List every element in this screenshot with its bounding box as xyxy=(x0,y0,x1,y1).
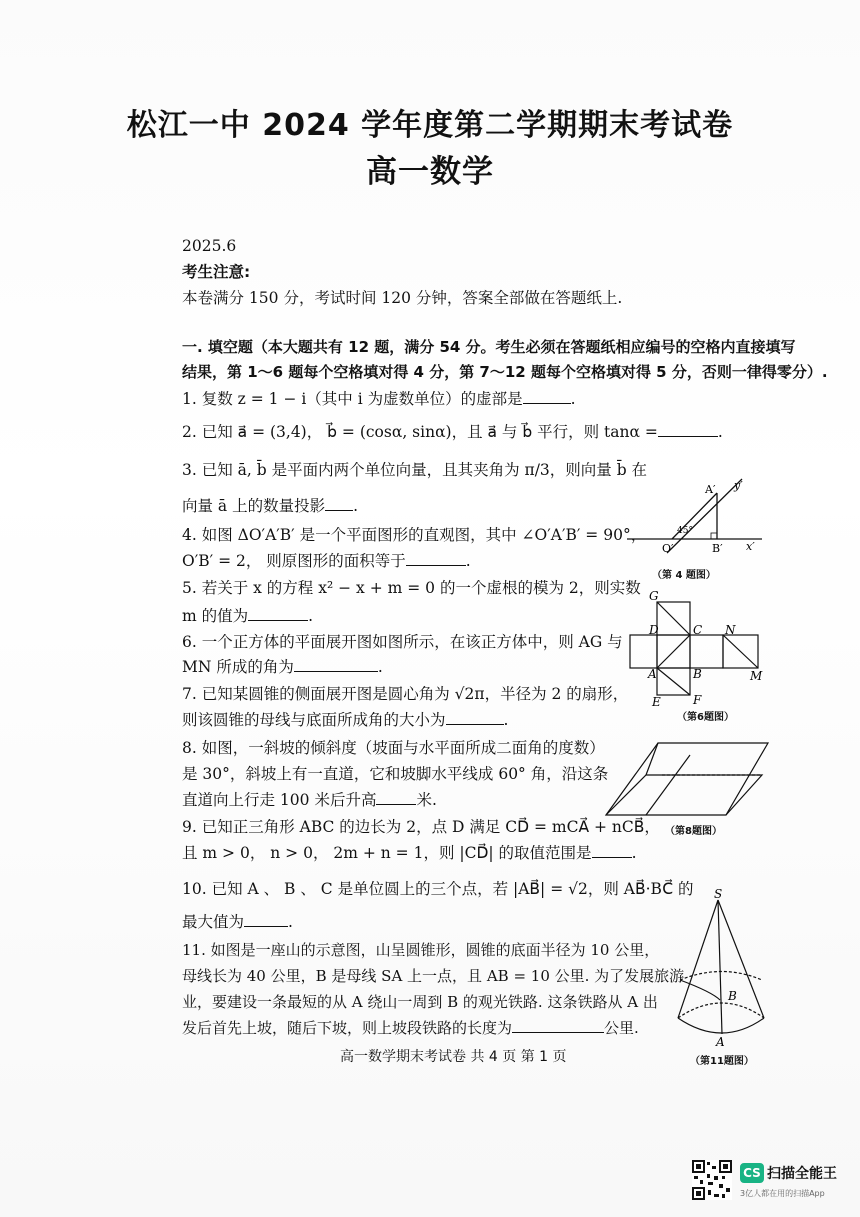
question-3-text: 向量 ā 上的数量投影 xyxy=(182,497,326,515)
answer-blank xyxy=(248,606,308,621)
label-g: G xyxy=(649,590,659,603)
label-b: B xyxy=(728,989,737,1003)
label-b: B′ xyxy=(712,542,723,555)
question-8-line1: 8. 如图，一斜坡的倾斜度（坡面与水平面所成二面角的度数） xyxy=(182,739,605,757)
label-a: A xyxy=(648,667,657,681)
exam-title: 松江一中 2024 学年度第二学期期末考试卷 xyxy=(126,108,734,143)
label-o: O′ xyxy=(662,542,674,555)
qr-code-icon xyxy=(692,1160,732,1200)
label-e: E xyxy=(652,695,661,708)
figure-4 xyxy=(622,475,772,565)
question-9-line1: 9. 已知正三角形 ABC 的边长为 2，点 D 满足 CD⃗ = mCA⃗ + nCB⃗， xyxy=(182,818,660,836)
answer-blank xyxy=(244,912,288,927)
question-5-line2: m 的值为 . xyxy=(182,607,314,625)
answer-blank xyxy=(294,657,378,672)
label-a: A′ xyxy=(705,483,716,496)
label-n: N xyxy=(725,623,736,637)
question-1: 1. 复数 z = 1 − i（其中 i 为虚数单位）的虚部是 . xyxy=(182,390,576,408)
question-7-line2: 则该圆锥的母线与底面所成角的大小为 . xyxy=(182,711,509,729)
question-2: 2. 已知 a⃗ = (3,4)， b⃗ = (cosα, sinα)，且 a⃗ 与 b⃗ 平行，则 tanα = . xyxy=(182,423,723,441)
question-11-text: 发后首先上坡，随后下坡，则上坡段铁路的长度为 xyxy=(182,1019,513,1037)
question-9-line2: 且 m > 0， n > 0， 2m + n = 1，则 |CD⃗| 的取值范围是 . xyxy=(182,844,637,862)
label-y: y′ xyxy=(734,479,743,492)
question-7-line1: 7. 已知某圆锥的侧面展开图是圆心角为 √2π，半径为 2 的扇形， xyxy=(182,685,629,703)
scanner-app-name: 扫描全能王 xyxy=(767,1166,837,1182)
question-9-text: 且 m > 0， n > 0， 2m + n = 1，则 |CD⃗| 的取值范围是 xyxy=(182,844,592,862)
label-m: M xyxy=(750,669,763,683)
question-11-line1: 11. 如图是一座山的示意图，山呈圆锥形，圆锥的底面半径为 10 公里， xyxy=(182,941,660,959)
answer-blank xyxy=(523,389,571,404)
figure-8-caption: （第8题图） xyxy=(665,826,722,837)
figure-8 xyxy=(602,735,770,819)
label-c: C xyxy=(693,623,703,637)
question-5-text: m 的值为 xyxy=(182,607,249,625)
figure-6-caption: （第6题图） xyxy=(677,712,734,723)
notice-text: 本卷满分 150 分，考试时间 120 分钟，答案全部做在答题纸上. xyxy=(182,289,623,307)
camscanner-logo-icon: CS xyxy=(740,1163,764,1183)
question-8-text: 直道向上行走 100 米后升高 xyxy=(182,791,377,809)
label-x: x′ xyxy=(746,540,755,553)
question-6-line1: 6. 一个正方体的平面展开图如图所示，在该正方体中，则 AG 与 xyxy=(182,633,623,651)
question-10-line1: 10. 已知 A 、 B 、 C 是单位圆上的三个点，若 |AB⃗| = √2，则 AB⃗·BC⃗ 的 xyxy=(182,880,694,898)
question-5-line1: 5. 若关于 x 的方程 x² − x + m = 0 的一个虚根的模为 2，则实数 xyxy=(182,579,641,597)
question-8-line3 xyxy=(182,790,437,810)
question-6-line2: MN 所成的角为 . xyxy=(182,658,383,676)
answer-blank xyxy=(592,843,632,858)
label-angle: 45° xyxy=(677,526,693,536)
exam-subject: 高一数学 xyxy=(366,154,494,190)
question-10-line2: 最大值为 . xyxy=(182,913,293,931)
answer-blank xyxy=(406,551,466,566)
question-11-line2: 母线长为 40 公里，B 是母线 SA 上一点，且 AB = 10 公里. 为了发展旅游 xyxy=(182,967,685,985)
scanner-slogan: 3亿人都在用的扫描App xyxy=(740,1189,825,1198)
section-heading: 一. 填空题（本大题共有 12 题，满分 54 分。考生必须在答题纸相应编号的空格内直接填写 xyxy=(182,338,796,356)
question-8-line2: 是 30°，斜坡上有一直道，它和坡脚水平线成 60° 角，沿这条 xyxy=(182,765,609,783)
answer-blank xyxy=(325,496,353,511)
question-10-text: 最大值为 xyxy=(182,913,245,931)
section-heading-cont: 结果，第 1～6 题每个空格填对得 4 分，第 7～12 题每个空格填对得 5 分，否则一律得零分）. xyxy=(182,363,828,381)
label-s: S xyxy=(714,888,723,901)
question-2-text: 2. 已知 a⃗ = (3,4)， b⃗ = (cosα, sinα)，且 a⃗ 与 b⃗ 平行，则 tanα = xyxy=(182,423,658,441)
question-1-text: 1. 复数 z = 1 − i（其中 i 为虚数单位）的虚部是 xyxy=(182,390,523,408)
question-11-line3: 业，要建设一条最短的从 A 绕山一周到 B 的观光铁路. 这条铁路从 A 出 xyxy=(182,993,658,1011)
question-11-line4 xyxy=(182,1018,639,1038)
question-11-unit: 公里. xyxy=(604,1019,639,1037)
page-footer: 高一数学期末考试卷 共 4 页 第 1 页 xyxy=(340,1049,567,1065)
question-4-text: O′B′ = 2， 则原图形的面积等于 xyxy=(182,552,406,570)
label-b: B xyxy=(693,667,702,681)
question-4-line1: 4. 如图 ΔO′A′B′ 是一个平面图形的直观图，其中 ∠O′A′B′ = 90°， xyxy=(182,526,647,544)
answer-blank xyxy=(658,422,718,437)
question-3-line2: 向量 ā 上的数量投影 . xyxy=(182,497,359,515)
label-d: D xyxy=(649,623,659,637)
answer-blank xyxy=(376,790,416,805)
question-4-line2: O′B′ = 2， 则原图形的面积等于 . xyxy=(182,552,471,570)
question-6-text: MN 所成的角为 xyxy=(182,658,294,676)
question-8-unit: 米. xyxy=(416,791,437,809)
question-3-line1: 3. 已知 ā, b̄ 是平面内两个单位向量，且其夹角为 π/3，则向量 b̄ 在 xyxy=(182,461,648,479)
figure-4-caption: （第 4 题图） xyxy=(652,570,716,581)
answer-blank xyxy=(512,1018,604,1033)
exam-date: 2025.6 xyxy=(182,237,237,255)
label-f: F xyxy=(693,693,702,707)
figure-11 xyxy=(672,888,772,1048)
notice-heading: 考生注意: xyxy=(182,263,251,281)
question-7-text: 则该圆锥的母线与底面所成角的大小为 xyxy=(182,711,446,729)
figure-11-caption: （第11题图） xyxy=(690,1056,754,1067)
label-a: A xyxy=(716,1035,725,1048)
answer-blank xyxy=(446,710,504,725)
figure-6 xyxy=(622,590,772,708)
